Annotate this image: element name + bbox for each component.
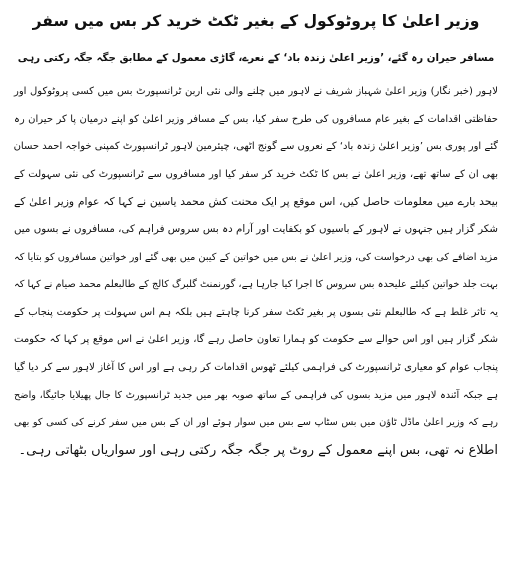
body-line: بیحد بارے میں معلومات حاصل کیں، اس موقع پر ایک محنت کش محمد یاسین نے کہا کہ عوام وزیر اعلیٰ کے [14,195,498,209]
body-line: شکر گزار ہیں اور اس حوالے سے حکومت کو ہمارا تعاون حاصل رہے گا، وزیر اعلیٰ نے اس موقع پر کہا کہ حکومت [14,334,498,346]
body-line: بھی ان کے ساتھ تھے، وزیر اعلیٰ نے بس کا ٹکٹ خرید کر سفر کیا اور مسافروں سے ٹرانسپورٹ کی نئی سہولت کے [14,168,498,180]
body-line: لاہور (خبر نگار) وزیر اعلیٰ شہباز شریف نے لاہور میں چلنے والی نئی اربن ٹرانسپورٹ بس میں کسی پروٹوکول اور [14,86,498,97]
body-line: مزید اضافے کی بھی درخواست کی، وزیر اعلیٰ نے بس میں خواتین کے کیبن میں بھی گئے اور خواتین مسافروں کو بتایا کہ [14,251,498,263]
body-line: حفاظتی اقدامات کے بغیر عام مسافروں کی طرح سفر کیا، بس کے مسافر وزیر اعلیٰ کو اپنے درمیان پا کر حیران رہ [14,113,498,125]
headline: وزیر اعلیٰ کا پروٹوکول کے بغیر ٹکٹ خرید کر بس میں سفر [32,12,480,30]
article-body [14,78,498,464]
body-line: بہت جلد خواتین کیلئے علیحدہ بس سروس کا اجرا کیا جارہا ہے، گورنمنٹ گلبرگ کالج کے طالبعلم محمد صیام نے کہا کہ [14,279,498,291]
body-line: ہے جبکہ آئندہ لاہور میں مزید بسوں کی فراہمی کے ساتھ صوبہ بھر میں جدید ٹرانسپورٹ کا جال پھیلایا جائیگا، واضح [14,389,498,401]
body-line: پنجاب عوام کو معیاری ٹرانسپورٹ کی فراہمی کیلئے ٹھوس اقدامات کر رہی ہے اور اس کا آغاز لاہور سے کر دیا گیا [14,361,498,373]
subheadline: مسافر حیران رہ گئے، ’وزیر اعلیٰ زندہ باد‘ کے نعرے، گاڑی معمول کے مطابق جگہ جگہ رکتی رہی [17,52,495,64]
body-line: رہے کہ وزیر اعلیٰ ماڈل ٹاؤن میں بس سٹاپ سے بس میں سوار ہوئے اور ان کے بس میں سفر کرنے کی کسی کو بھی [14,417,498,429]
body-line: شکر گزار ہیں جنہوں نے لاہور کے باسیوں کو بکفایت اور آرام دہ بس سروس فراہم کی، مسافروں نے بسوں میں [14,222,498,235]
body-line: اطلاع نہ تھی، بس اپنے معمول کے روٹ پر جگہ جگہ رکتی رہی اور سواریاں بٹھاتی رہی۔ [18,442,498,458]
body-line: گئے اور پوری بس ’وزیر اعلیٰ زندہ باد‘ کے نعروں سے گونج اٹھی، چیئرمین لاہور ٹرانسپورٹ کمپنی خواجہ احمد حسان [13,141,498,153]
body-line: یہ تاثر غلط ہے کہ طالبعلم نئی بسوں پر بغیر ٹکٹ سفر کرنا چاہتے ہیں بلکہ ہم اس سہولت پر حکومت پنجاب کے [14,306,498,318]
